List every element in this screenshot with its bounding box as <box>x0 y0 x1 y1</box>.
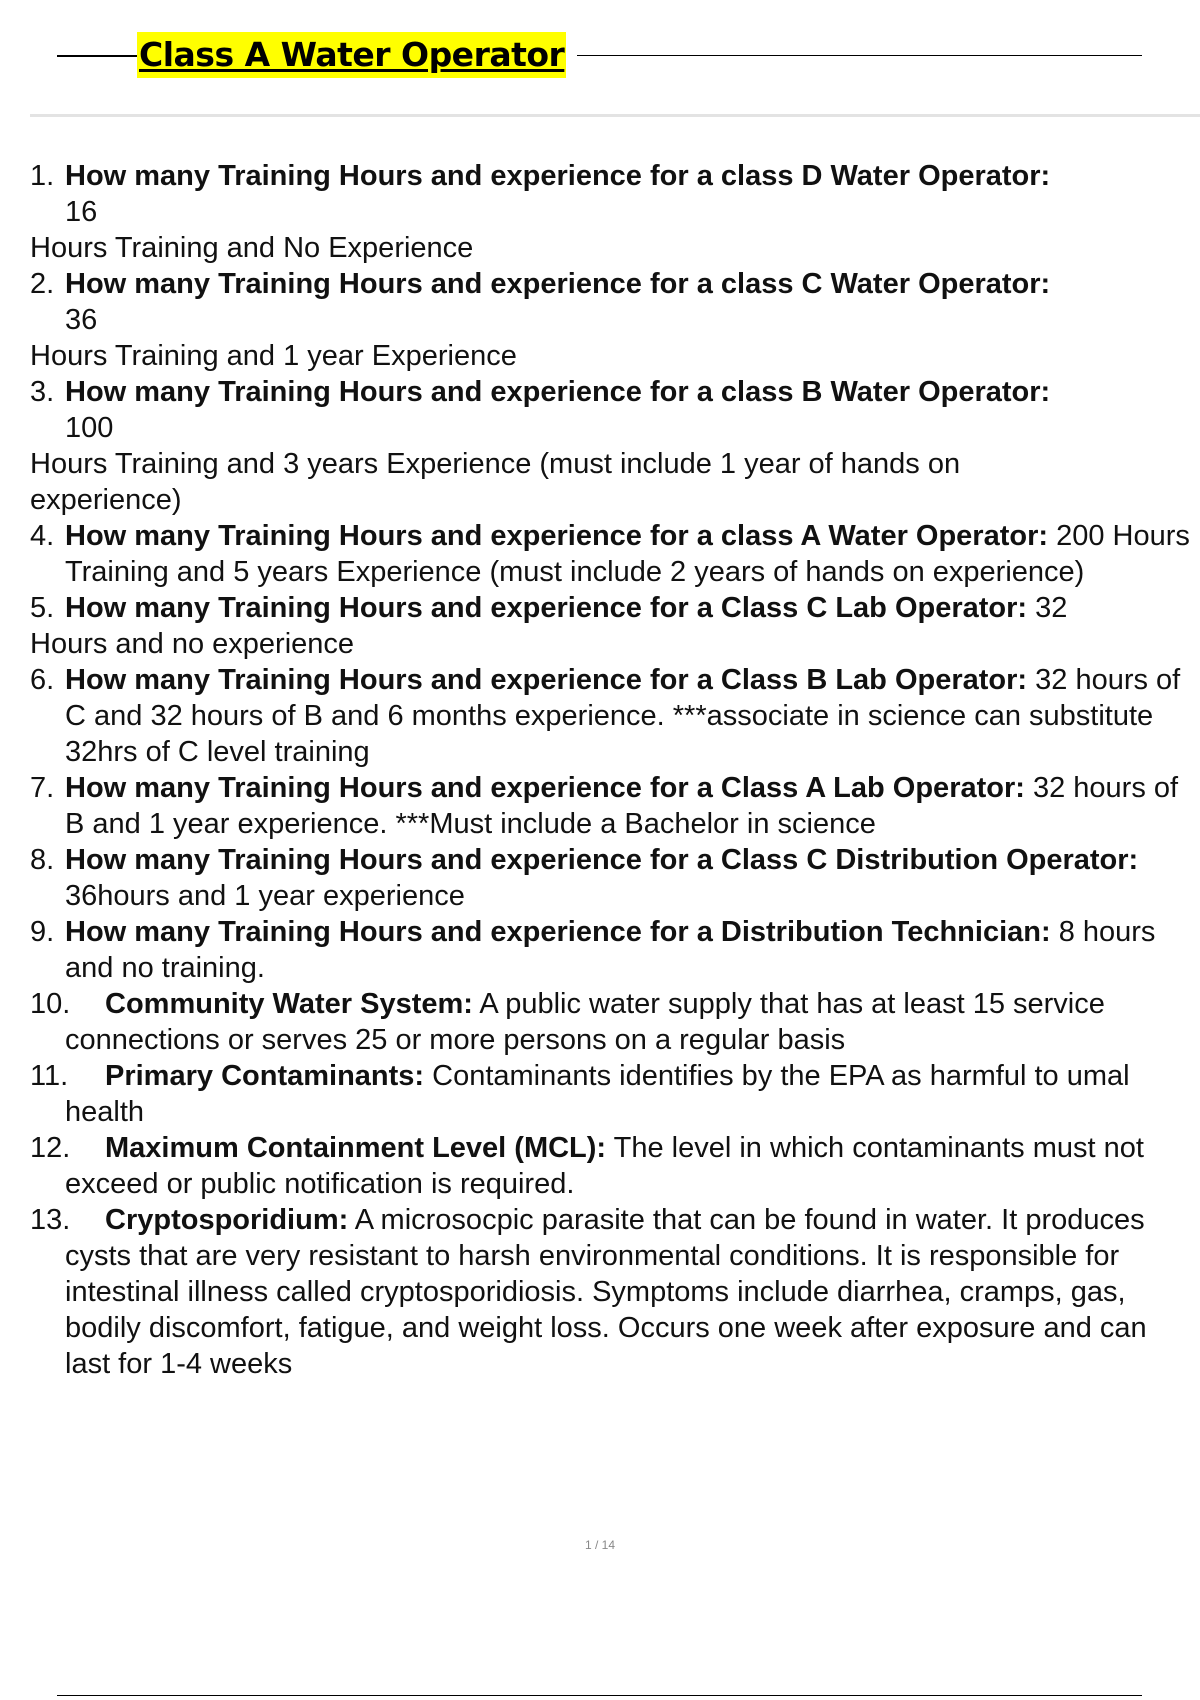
page-number: 1 / 14 <box>584 1538 616 1552</box>
item-question: How many Training Hours and experience for a Distribution Technician: <box>65 916 1051 948</box>
item-answer: 36hours and 1 year experience <box>65 880 465 912</box>
list-item <box>30 374 1198 446</box>
list-item <box>30 518 1198 590</box>
item-definition: Contaminants identifies by the EPA as harmful to umal health <box>65 1060 1130 1128</box>
item-number: 5. <box>30 592 55 624</box>
item-question: How many Training Hours and experience for a Class C Lab Operator: <box>65 592 1028 624</box>
item-answer: 36 <box>65 304 98 336</box>
item-number: 12. <box>30 1132 71 1164</box>
item-question: How many Training Hours and experience for a class C Water Operator: <box>65 268 1051 300</box>
item-term: Cryptosporidium: <box>105 1204 349 1236</box>
item-answer-continued: Hours Training and 3 years Experience (must include 1 year of hands on experience) <box>30 448 961 516</box>
item-answer: 100 <box>65 412 114 444</box>
item-number: 2. <box>30 268 55 300</box>
item-term: Maximum Containment Level (MCL): <box>105 1132 607 1164</box>
item-definition: A microsocpic parasite that can be found in water. It produces cysts that are very resistant to harsh environmental conditions. It is responsible for intestinal illness called cryptosporidiosis. Symptoms include diarrhea, cramps, gas, bodily discomfort, fatigue, and weight loss. Occurs one week after exposure and can last for 1-4 weeks <box>65 1204 1147 1380</box>
item-number: 11. <box>30 1060 69 1092</box>
header-divider <box>30 114 1200 117</box>
list-item <box>30 1202 1198 1382</box>
item-question: How many Training Hours and experience for a class D Water Operator: <box>65 160 1051 192</box>
list-item <box>30 1058 1198 1130</box>
list-item <box>30 590 1198 626</box>
item-question: How many Training Hours and experience for a Class B Lab Operator: <box>65 664 1028 696</box>
item-answer: 32 <box>1035 592 1068 624</box>
item-answer: 16 <box>65 196 98 228</box>
item-number: 3. <box>30 376 55 408</box>
list-item <box>30 662 1198 770</box>
item-question: How many Training Hours and experience for a class B Water Operator: <box>65 376 1051 408</box>
list-item <box>30 158 1198 230</box>
item-definition: A public water supply that has at least 15 service connections or serves 25 or more persons on a regular basis <box>65 988 1105 1056</box>
list-item <box>30 770 1198 842</box>
item-number: 1. <box>30 160 55 192</box>
item-number: 10. <box>30 988 71 1020</box>
document-title: Class A Water Operator <box>137 32 566 78</box>
flashcard-list <box>30 158 1198 1382</box>
item-answer-continued: Hours Training and No Experience <box>30 232 474 264</box>
item-question: How many Training Hours and experience for a Class A Lab Operator: <box>65 772 1025 804</box>
item-answer: 8 hours and no training. <box>65 916 1156 984</box>
item-answer: 32 hours of B and 1 year experience. ***Must include a Bachelor in science <box>65 772 1179 840</box>
list-item <box>30 266 1198 338</box>
item-number: 8. <box>30 844 55 876</box>
item-definition: The level in which contaminants must not exceed or public notification is required. <box>65 1132 1144 1200</box>
item-answer-continued: Hours Training and 1 year Experience <box>30 340 517 372</box>
list-item <box>30 1130 1198 1202</box>
list-item <box>30 986 1198 1058</box>
page-header <box>57 32 1142 82</box>
item-question: How many Training Hours and experience for a class A Water Operator: <box>65 520 1049 552</box>
footer-rule <box>57 1695 1142 1696</box>
item-term: Primary Contaminants: <box>105 1060 425 1092</box>
item-number: 4. <box>30 520 55 552</box>
item-answer: 32 hours of C and 32 hours of B and 6 months experience. ***associate in science can substitute 32hrs of C level training <box>65 664 1181 768</box>
item-number: 7. <box>30 772 55 804</box>
item-number: 9. <box>30 916 55 948</box>
item-number: 6. <box>30 664 55 696</box>
item-question: How many Training Hours and experience for a Class C Distribution Operator: <box>65 844 1139 876</box>
item-number: 13. <box>30 1204 71 1236</box>
list-item <box>30 914 1198 986</box>
header-rule-right <box>577 55 1142 56</box>
item-answer-continued: Hours and no experience <box>30 628 355 660</box>
header-rule-left <box>57 55 137 57</box>
item-term: Community Water System: <box>105 988 473 1020</box>
item-answer: 200 Hours Training and 5 years Experience (must include 2 years of hands on experience) <box>65 520 1190 588</box>
list-item <box>30 842 1145 914</box>
